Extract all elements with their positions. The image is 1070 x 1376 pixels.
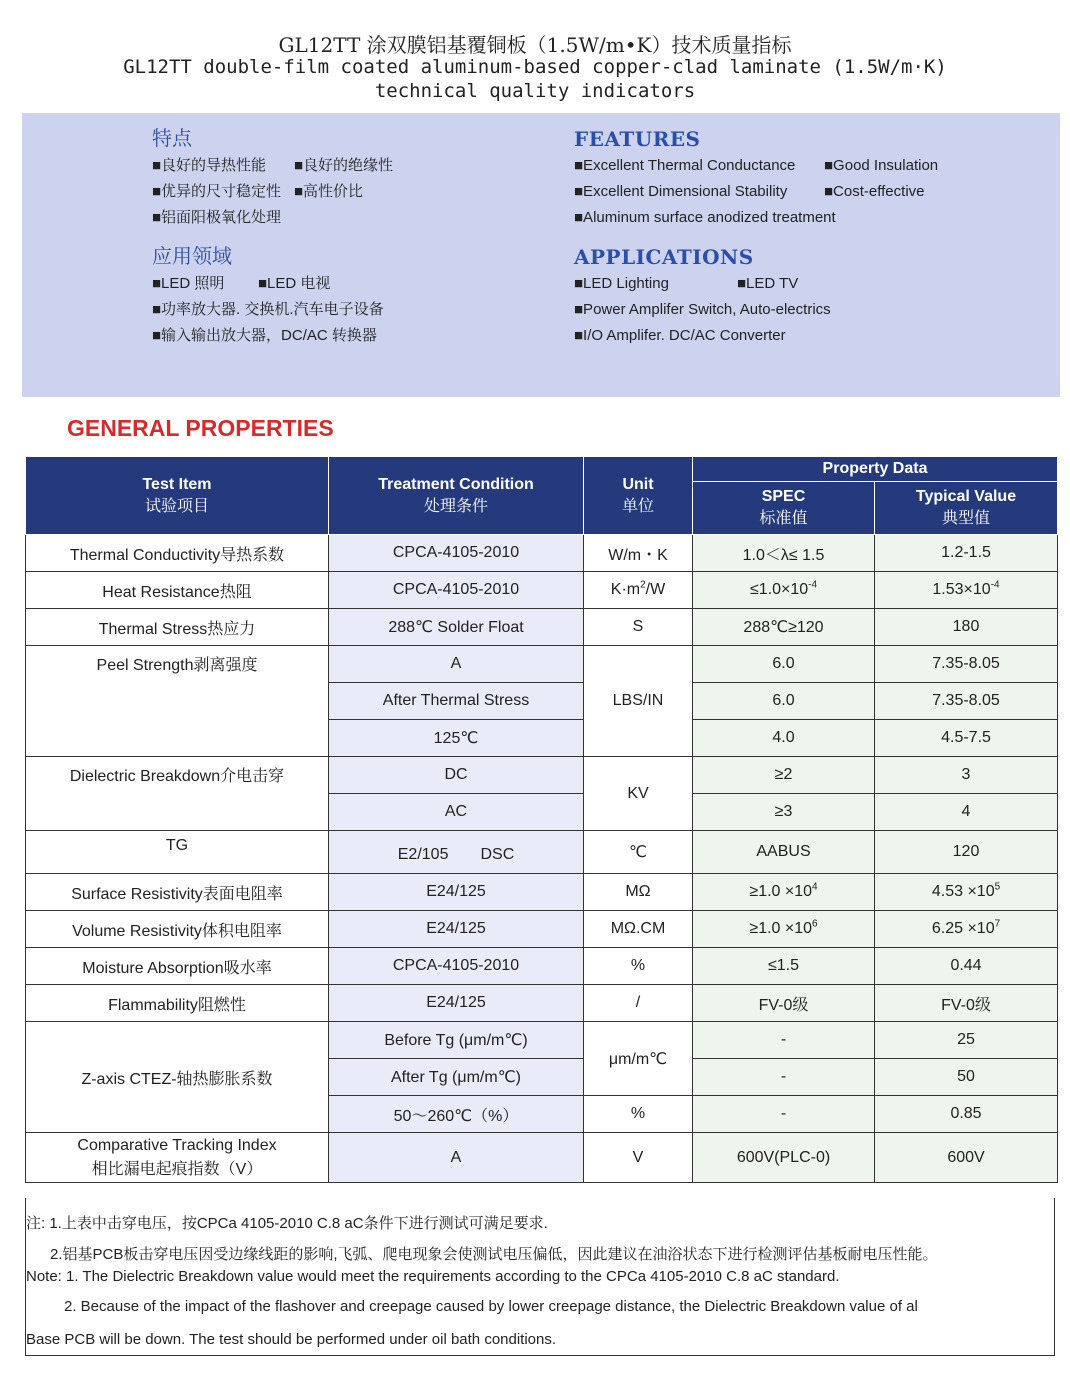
- cell-spec: AABUS: [693, 831, 875, 874]
- cell-typical: 7.35-8.05: [875, 646, 1058, 683]
- application-item: ■LED 电视: [258, 275, 331, 292]
- feature-item: ■良好的绝缘性: [294, 157, 394, 174]
- feature-row: [152, 179, 393, 205]
- cell-unit: MΩ.CM: [584, 911, 693, 948]
- feature-item: ■Cost-effective: [824, 183, 925, 200]
- cell-typical: 120: [875, 831, 1058, 874]
- application-row: [152, 271, 393, 297]
- cell-spec: 6.0: [693, 646, 875, 683]
- cell-condition: E24/125: [329, 874, 584, 911]
- application-item: ■LED 照明: [152, 275, 225, 292]
- cell-typical: 25: [875, 1022, 1058, 1059]
- cell-condition: 50～260℃（%）: [329, 1096, 584, 1133]
- cell-typical: 600V: [875, 1133, 1058, 1183]
- feature-row: [152, 153, 393, 179]
- cell-spec: 288℃≥120: [693, 609, 875, 646]
- cell-unit: ℃: [584, 831, 693, 874]
- header-unit: Unit 单位: [584, 457, 693, 535]
- cell-condition: CPCA-4105-2010: [329, 572, 584, 609]
- cell-condition: E24/125: [329, 911, 584, 948]
- cell-condition: E24/125: [329, 985, 584, 1022]
- application-item: ■I/O Amplifer. DC/AC Converter: [574, 327, 786, 344]
- features-en-heading: FEATURES: [574, 127, 701, 151]
- cell-spec: $\ge 1.0 \times 10^6$: [693, 911, 875, 948]
- table-row: [26, 831, 1058, 874]
- cell-spec: ≥2: [693, 757, 875, 794]
- cell-typical: $1.53\times 10^{-4}$: [875, 572, 1058, 609]
- cell-typical: 4: [875, 794, 1058, 831]
- feature-item: ■Aluminum surface anodized treatment: [574, 209, 836, 226]
- cell-item: Comparative Tracking Index 相比漏电起痕指数（V）: [26, 1133, 329, 1183]
- cell-condition: 288℃ Solder Float: [329, 609, 584, 646]
- cell-condition: After Tg (μm/m℃): [329, 1059, 584, 1096]
- cell-condition: A: [329, 1133, 584, 1183]
- table-row: [26, 646, 1058, 683]
- cell-condition: DC: [329, 757, 584, 794]
- cell-unit: MΩ: [584, 874, 693, 911]
- table-row: [26, 1022, 1058, 1059]
- note-cn-1: 注: 1.上表中击穿电压，按CPCa 4105-2010 C.8 aC条件下进行测试可满足要求.: [26, 1215, 548, 1232]
- application-row: [152, 323, 393, 349]
- features-panel: [22, 113, 1060, 397]
- note-en-2: 2. Because of the impact of the flashover and creepage caused by lower creepage distance, the Dielectric Breakdown value of al: [64, 1298, 918, 1315]
- header-test-item: Test Item 试验项目: [26, 457, 329, 535]
- cell-typical: 7.35-8.05: [875, 683, 1058, 720]
- cell-spec: ≥3: [693, 794, 875, 831]
- cell-unit: μm/m℃: [584, 1022, 693, 1096]
- cell-typical: 0.85: [875, 1096, 1058, 1133]
- cell-item: Volume Resistivity体积电阻率: [26, 911, 329, 948]
- table-row: [26, 985, 1058, 1022]
- feature-row: [152, 205, 393, 231]
- cell-unit: $K\cdot m^2/W$: [584, 572, 693, 609]
- cell-spec: 4.0: [693, 720, 875, 757]
- table-row: [26, 535, 1058, 572]
- header-property-data: Property Data: [693, 457, 1058, 482]
- cell-unit: /: [584, 985, 693, 1022]
- cell-typical: FV-0级: [875, 985, 1058, 1022]
- cell-typical: 1.2-1.5: [875, 535, 1058, 572]
- header-condition: Treatment Condition 处理条件: [329, 457, 584, 535]
- cell-item: Moisture Absorption吸水率: [26, 948, 329, 985]
- cell-typical: 3: [875, 757, 1058, 794]
- feature-row: [574, 205, 938, 231]
- cell-condition: CPCA-4105-2010: [329, 535, 584, 572]
- features-cn-column: [152, 125, 393, 349]
- application-item: ■Power Amplifer Switch, Auto-electrics: [574, 301, 831, 318]
- cell-spec: 1.0＜λ≤ 1.5: [693, 535, 875, 572]
- cell-condition: After Thermal Stress: [329, 683, 584, 720]
- header-spec: SPEC 标准值: [693, 482, 875, 535]
- feature-item: ■良好的导热性能: [152, 157, 267, 174]
- document-title-cn: GL12TT 涂双膜铝基覆铜板（1.5W/m•K）技术质量指标: [278, 33, 792, 57]
- cell-unit: S: [584, 609, 693, 646]
- cell-item: Dielectric Breakdown介电击穿: [26, 757, 329, 831]
- application-item: ■输入输出放大器，DC/AC 转换器: [152, 327, 377, 344]
- application-item: ■LED TV: [737, 275, 799, 292]
- application-row: [574, 297, 938, 323]
- feature-item: ■Excellent Thermal Conductance: [574, 157, 796, 174]
- header-typical: Typical Value 典型值: [875, 482, 1058, 535]
- cell-unit: W/m・K: [584, 535, 693, 572]
- cell-typical: $6.25 \times 10^7$: [875, 911, 1058, 948]
- feature-item: ■高性价比: [294, 183, 364, 200]
- cell-unit: V: [584, 1133, 693, 1183]
- table-row: [26, 1133, 1058, 1183]
- cell-spec: -: [693, 1059, 875, 1096]
- application-item: ■LED Lighting: [574, 275, 669, 292]
- cell-item: Thermal Conductivity导热系数: [26, 535, 329, 572]
- application-row: [574, 323, 938, 349]
- cell-item: Flammability阻燃性: [26, 985, 329, 1022]
- cell-spec: FV-0级: [693, 985, 875, 1022]
- feature-item: ■Good Insulation: [824, 157, 939, 174]
- cell-spec: 6.0: [693, 683, 875, 720]
- applications-en-heading: APPLICATIONS: [574, 245, 754, 269]
- feature-row: [574, 179, 938, 205]
- table-row: [26, 572, 1058, 609]
- cell-condition: AC: [329, 794, 584, 831]
- cell-condition: A: [329, 646, 584, 683]
- cell-unit: %: [584, 948, 693, 985]
- cell-typical: $4.53 \times 10^5$: [875, 874, 1058, 911]
- cell-condition: 125℃: [329, 720, 584, 757]
- cell-spec: $\ge 1.0 \times 10^4$: [693, 874, 875, 911]
- note-en-1: Note: 1. The Dielectric Breakdown value would meet the requirements according to the CPCa 4105-2010 C.8 aC standard.: [26, 1268, 840, 1285]
- properties-table: [25, 456, 1058, 1183]
- application-item: ■功率放大器. 交换机.汽车电子设备: [152, 301, 384, 318]
- features-en-column: [574, 125, 938, 349]
- cell-spec: $\le 1.0\times 10^{-4}$: [693, 572, 875, 609]
- cell-typical: 50: [875, 1059, 1058, 1096]
- general-properties-heading: GENERAL PROPERTIES: [67, 415, 334, 441]
- cell-spec: -: [693, 1022, 875, 1059]
- cell-item: Peel Strength剥离强度: [26, 646, 329, 757]
- cell-unit: KV: [584, 757, 693, 831]
- cell-condition: Before Tg (μm/m℃): [329, 1022, 584, 1059]
- cell-item: Z-axis CTEZ-轴热膨胀系数: [26, 1022, 329, 1133]
- application-row: [574, 271, 938, 297]
- application-row: [152, 297, 393, 323]
- cell-typical: 4.5-7.5: [875, 720, 1058, 757]
- cell-item: Heat Resistance热阻: [26, 572, 329, 609]
- cell-spec: 600V(PLC-0): [693, 1133, 875, 1183]
- document-title-en: GL12TT double-film coated aluminum-based copper-clad laminate (1.5W/m·K) technical quality indicators: [123, 56, 947, 102]
- feature-item: ■Excellent Dimensional Stability: [574, 183, 788, 200]
- features-cn-heading: 特点: [152, 128, 192, 150]
- cell-spec: -: [693, 1096, 875, 1133]
- table-row: [26, 948, 1058, 985]
- table-row: [26, 874, 1058, 911]
- applications-cn-heading: 应用领域: [152, 246, 232, 268]
- cell-spec: ≤1.5: [693, 948, 875, 985]
- table-row: [26, 757, 1058, 794]
- cell-condition: CPCA-4105-2010: [329, 948, 584, 985]
- table-row: [26, 911, 1058, 948]
- note-cn-2: 2.铝基PCB板击穿电压因受边缘线距的影响,飞弧、爬电现象会使测试电压偏低，因此建议在油浴状态下进行检测评估基板耐电压性能。: [50, 1246, 938, 1263]
- cell-item: Surface Resistivity表面电阻率: [26, 874, 329, 911]
- cell-typical: 180: [875, 609, 1058, 646]
- feature-item: ■优异的尺寸稳定性: [152, 183, 282, 200]
- cell-item: TG: [26, 831, 329, 874]
- note-en-3: Base PCB will be down. The test should be performed under oil bath conditions.: [26, 1331, 557, 1348]
- table-row: [26, 609, 1058, 646]
- feature-row: [574, 153, 938, 179]
- notes-box: [25, 1198, 1055, 1356]
- cell-typical: 0.44: [875, 948, 1058, 985]
- feature-item: ■铝面阳极氧化处理: [152, 209, 282, 226]
- cell-unit: %: [584, 1096, 693, 1133]
- cell-unit: LBS/IN: [584, 646, 693, 757]
- cell-item: Thermal Stress热应力: [26, 609, 329, 646]
- cell-condition: E2/105 DSC: [329, 831, 584, 874]
